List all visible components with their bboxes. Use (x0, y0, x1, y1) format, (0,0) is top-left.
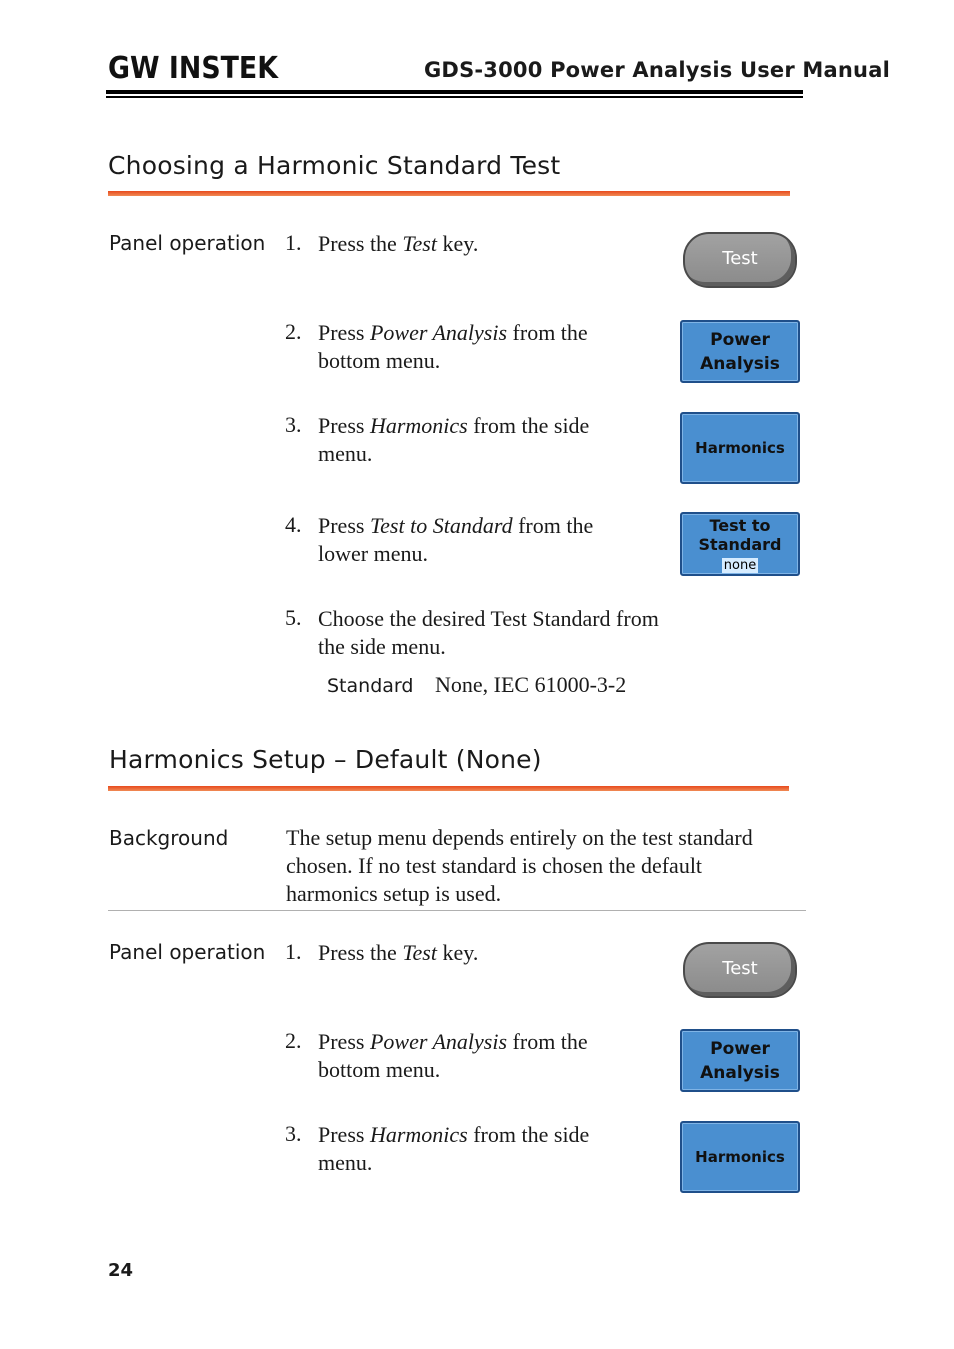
step-number: 3. (285, 1121, 302, 1146)
manual-title: GDS-3000 Power Analysis User Manual (424, 58, 890, 82)
step-text: Press the Test key. (318, 231, 479, 256)
section-title-harmonic-standard: Choosing a Harmonic Standard Test (108, 151, 561, 180)
standard-label: Standard (327, 675, 414, 697)
page-number: 24 (108, 1260, 134, 1281)
test-key-button[interactable]: Test (683, 942, 797, 998)
step-number: 2. (285, 319, 302, 344)
button-label-line2: Analysis (700, 353, 780, 374)
panel-operation-label: Panel operation (109, 231, 266, 255)
step-text: Press Harmonics from the side menu. (318, 413, 590, 466)
button-label-line1: Power (710, 329, 770, 350)
gw-instek-logo (108, 52, 280, 82)
svg-text:GW INSTEK: GW INSTEK (108, 52, 280, 82)
background-label: Background (109, 826, 229, 850)
test-key-button[interactable]: Test (683, 232, 797, 288)
step-text: Choose the desired Test Standard from the side menu. (318, 606, 659, 659)
background-text: The setup menu depends entirely on the test standard chosen. If no test standard is chosen the default harmonics setup is used. (286, 825, 753, 906)
step-text: Press the Test key. (318, 940, 479, 965)
button-label-line2: Standard (698, 534, 782, 554)
step-number: 1. (285, 939, 302, 964)
step-text: Press Power Analysis from the bottom menu. (318, 320, 588, 373)
harmonics-button[interactable]: Harmonics (680, 412, 800, 484)
step-number: 5. (285, 605, 302, 630)
section-rule (108, 786, 789, 791)
step-text: Press Harmonics from the side menu. (318, 1122, 590, 1175)
step-number: 1. (285, 230, 302, 255)
test-to-standard-button[interactable] (680, 512, 800, 576)
step-number: 3. (285, 412, 302, 437)
header-rule-thin (106, 96, 803, 98)
standard-options: None, IEC 61000-3-2 (435, 672, 627, 697)
button-label-line1: Power (710, 1038, 770, 1059)
power-analysis-button[interactable] (680, 320, 800, 383)
step-text: Press Power Analysis from the bottom menu. (318, 1029, 588, 1082)
standard-value-badge: none (723, 557, 757, 573)
section-title-harmonics-setup: Harmonics Setup – Default (None) (109, 745, 542, 774)
header-rule (106, 90, 803, 94)
button-label-line2: Analysis (700, 1062, 780, 1083)
step-text: Press Test to Standard from the lower menu. (318, 513, 594, 566)
panel-operation-label: Panel operation (109, 940, 266, 964)
section-rule (108, 191, 790, 196)
step-number: 2. (285, 1028, 302, 1053)
harmonics-button[interactable]: Harmonics (680, 1121, 800, 1193)
power-analysis-button[interactable] (680, 1029, 800, 1092)
divider (108, 910, 806, 911)
step-number: 4. (285, 512, 302, 537)
button-label-line1: Test to (709, 515, 771, 535)
